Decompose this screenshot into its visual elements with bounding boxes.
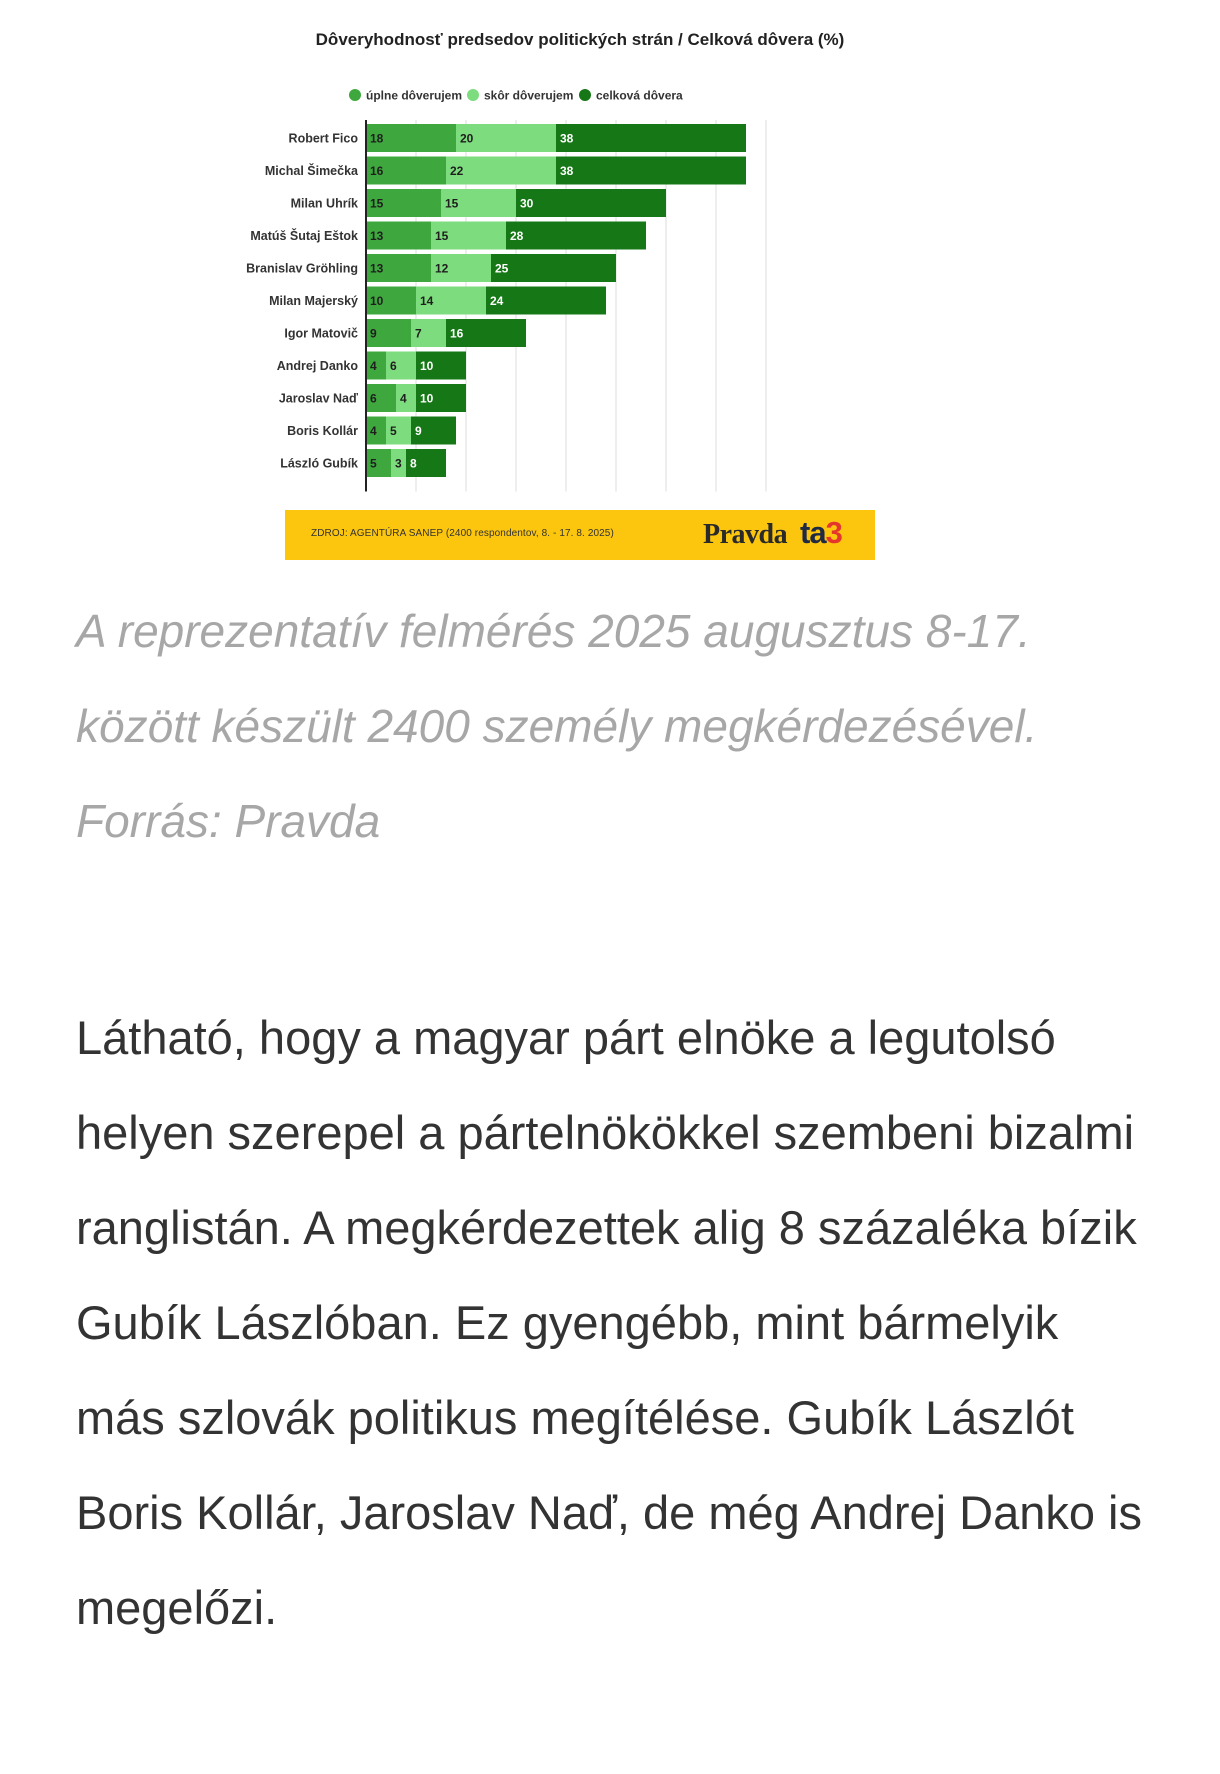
bar-celkova bbox=[556, 124, 746, 152]
category-label: Branislav Gröhling bbox=[246, 261, 358, 276]
ta3-logo bbox=[800, 515, 842, 551]
legend-marker-3 bbox=[579, 89, 591, 101]
data-label: 15 bbox=[370, 196, 384, 211]
category-label: Michal Šimečka bbox=[264, 164, 358, 178]
data-label: 38 bbox=[560, 164, 574, 178]
data-label: 13 bbox=[370, 229, 384, 243]
category-label: Igor Matovič bbox=[284, 326, 358, 341]
category-label: Milan Majerský bbox=[269, 294, 358, 308]
data-label: 8 bbox=[410, 456, 417, 471]
data-label: 38 bbox=[560, 131, 574, 146]
data-label: 9 bbox=[370, 326, 377, 341]
legend-marker-2 bbox=[467, 89, 479, 101]
data-label: 10 bbox=[370, 294, 384, 308]
source-text: ZDROJ: AGENTÚRA SANEP (2400 respondentov, 8. - 17. 8. 2025) bbox=[311, 528, 614, 539]
data-label: 25 bbox=[495, 261, 509, 276]
data-label: 13 bbox=[370, 261, 384, 276]
data-label: 4 bbox=[370, 359, 377, 373]
data-label: 18 bbox=[370, 131, 384, 146]
data-label: 24 bbox=[490, 294, 504, 308]
image-caption: A reprezentatív felmérés 2025 augusztus 8-17. között készült 2400 személy megkérdezésével. Forrás: Pravda bbox=[76, 605, 1038, 847]
data-label: 28 bbox=[510, 229, 524, 243]
stacked-bar-chart bbox=[246, 20, 875, 510]
data-label: 22 bbox=[450, 164, 464, 178]
data-label: 10 bbox=[420, 391, 434, 406]
data-label: 10 bbox=[420, 359, 434, 373]
data-label: 20 bbox=[460, 131, 474, 146]
data-label: 12 bbox=[435, 261, 449, 276]
category-label: Boris Kollár bbox=[287, 424, 358, 438]
chart-title: Dôveryhodnosť predsedov politických strán / Celková dôvera (%) bbox=[315, 30, 845, 49]
data-label: 4 bbox=[370, 424, 377, 438]
category-label: László Gubík bbox=[280, 456, 358, 471]
bar-celkova bbox=[506, 222, 646, 250]
bar-celkova bbox=[516, 189, 666, 217]
data-label: 16 bbox=[370, 164, 384, 178]
data-label: 5 bbox=[390, 424, 397, 438]
ta3-logo-ta: ta bbox=[800, 515, 826, 550]
legend-label-3: celková dôvera bbox=[596, 88, 683, 103]
category-label: Milan Uhrík bbox=[290, 196, 358, 211]
bar-celkova bbox=[491, 254, 616, 282]
data-label: 3 bbox=[395, 456, 402, 471]
article-paragraph: Látható, hogy a magyar párt elnöke a legutolsó helyen szerepel a pártelnökökkel szembeni bizalmi ranglistán. A megkérdezettek alig 8 százaléka bízik Gubík Lászlóban. Ez gyengébb, mint bármelyik más szlovák politikus megítélése. Gubík Lászlót Boris Kollár, Jaroslav Naď, de még Andrej Danko is megelőzi. bbox=[76, 1011, 1142, 1634]
legend-label-2: skôr dôverujem bbox=[484, 88, 574, 103]
data-label: 6 bbox=[370, 391, 377, 406]
data-label: 4 bbox=[400, 391, 407, 406]
legend-marker-1 bbox=[349, 89, 361, 101]
data-label: 5 bbox=[370, 456, 377, 471]
data-label: 9 bbox=[415, 424, 422, 438]
bar-celkova bbox=[486, 287, 606, 315]
bar-celkova bbox=[556, 157, 746, 185]
data-label: 7 bbox=[415, 326, 422, 341]
data-label: 14 bbox=[420, 294, 434, 308]
source-banner bbox=[285, 510, 875, 560]
data-label: 6 bbox=[390, 359, 397, 373]
category-label: Jaroslav Naď bbox=[278, 391, 358, 406]
ta3-logo-3: 3 bbox=[825, 515, 842, 550]
data-label: 15 bbox=[435, 229, 449, 243]
category-label: Andrej Danko bbox=[276, 359, 358, 373]
category-label: Robert Fico bbox=[288, 131, 358, 146]
category-label: Matúš Šutaj Eštok bbox=[250, 229, 358, 243]
data-label: 30 bbox=[520, 196, 534, 211]
chart-figure bbox=[246, 20, 875, 560]
pravda-logo: Pravda bbox=[703, 519, 788, 550]
legend-label-1: úplne dôverujem bbox=[366, 88, 463, 103]
data-label: 16 bbox=[450, 326, 464, 341]
data-label: 15 bbox=[445, 196, 459, 211]
